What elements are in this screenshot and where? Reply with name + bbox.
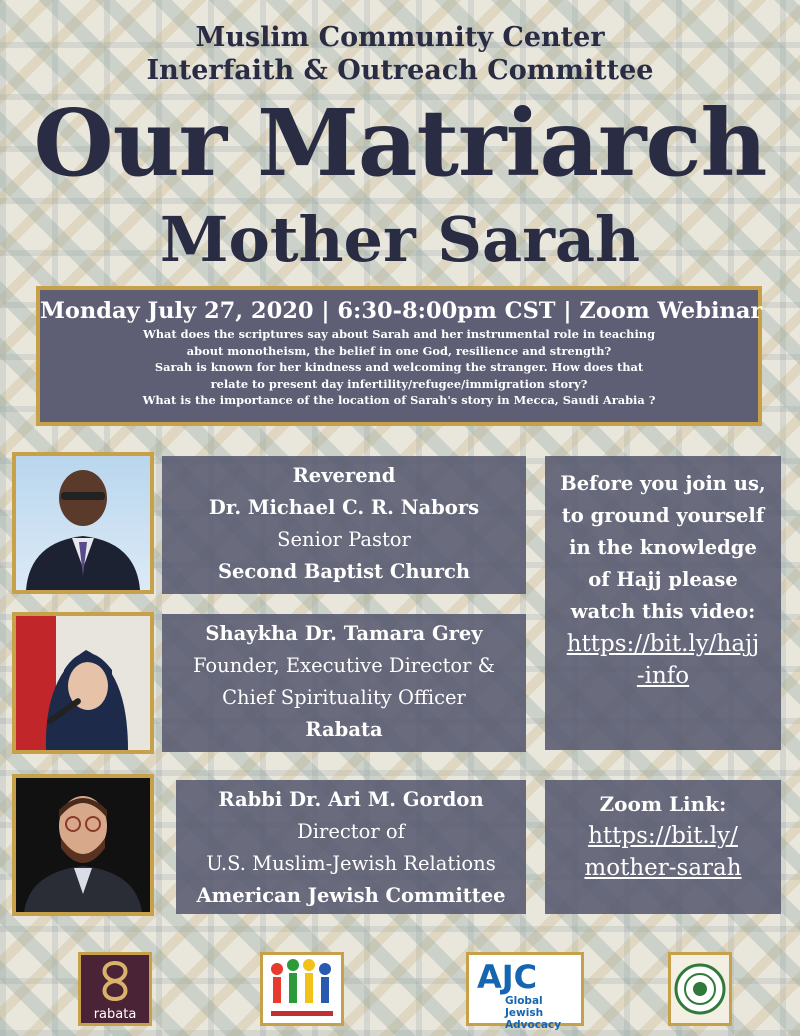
speaker-role: Founder, Executive Director & [192,654,496,677]
hajj-video-panel [545,456,781,750]
speaker-role: Senior Pastor [277,528,411,551]
rabata-logo-text: rabata [93,1007,137,1022]
speaker-name: Shaykha Dr. Tamara Grey [205,622,483,645]
zoom-link-panel [545,780,781,914]
event-question: Sarah is known for her kindness and welcoming the stranger. How does that [154,360,644,374]
ajc-tagline: Global Jewish [505,995,544,1019]
ajc-logo [466,952,584,1031]
ajc-logo-text: AJC [477,958,538,996]
event-question: What does the scriptures say about Sarah and her instrumental role in teaching [142,327,656,341]
hajj-video-link[interactable]: https://bit.ly/hajj [566,631,760,657]
ajc-tagline: Advocacy [505,1019,562,1031]
page-title: Our Matriarch [33,89,767,197]
hajj-text: of Hajj please [588,568,738,591]
event-question: What is the importance of the location of Sarah's story in Mecca, Saudi Arabia ? [142,393,656,407]
speaker-role: Chief Spirituality Officer [222,686,466,709]
speaker-organization: Second Baptist Church [217,560,471,583]
speaker-name: Dr. Michael C. R. Nabors [208,496,480,519]
speaker-photo-nabors [12,452,154,594]
hajj-text: Before you join us, [560,472,766,495]
speaker-role: Director of [297,820,405,843]
rabata-logo [78,952,152,1026]
speaker-title: Reverend [292,464,396,487]
hajj-text: to ground yourself [561,504,765,527]
mcc-seal-icon [671,955,729,1023]
rabata-knot-icon [95,959,135,1003]
person-silhouette-icon [16,778,150,912]
zoom-link-cont[interactable]: mother-sarah [584,855,742,881]
church-logo [260,952,344,1026]
zoom-link[interactable]: https://bit.ly/ [588,823,738,849]
hajj-text: in the knowledge [569,536,757,559]
event-question: relate to present day infertility/refugee/immigration story? [210,376,588,391]
speaker-photo-gordon [12,774,154,916]
event-info-box [36,286,762,426]
speaker-photo-grey [12,612,154,754]
speaker-role: U.S. Muslim-Jewish Relations [206,852,496,875]
speaker-name: Rabbi Dr. Ari M. Gordon [218,788,484,811]
committee-name: Interfaith & Outreach Committee [146,55,654,86]
speaker-organization: Rabata [305,718,383,741]
speaker-panel-nabors [162,456,526,594]
hajj-text: watch this video: [570,600,756,623]
speaker-panel-gordon [176,780,526,914]
event-question: about monotheism, the belief in one God, resilience and strength? [186,343,612,358]
person-silhouette-icon [16,456,150,590]
people-circle-icon [263,955,341,1023]
person-silhouette-icon [16,616,150,750]
speaker-organization: American Jewish Committee [196,884,506,907]
zoom-label: Zoom Link: [599,792,727,816]
mcc-logo [668,952,732,1026]
hajj-video-link-cont[interactable]: -info [636,663,690,689]
speaker-panel-grey [162,614,526,752]
event-details: Monday July 27, 2020 | 6:30-8:00pm CST | Zoom Webinar [40,298,763,324]
page-subtitle: Mother Sarah [159,203,641,276]
org-name: Muslim Community Center [195,22,605,53]
